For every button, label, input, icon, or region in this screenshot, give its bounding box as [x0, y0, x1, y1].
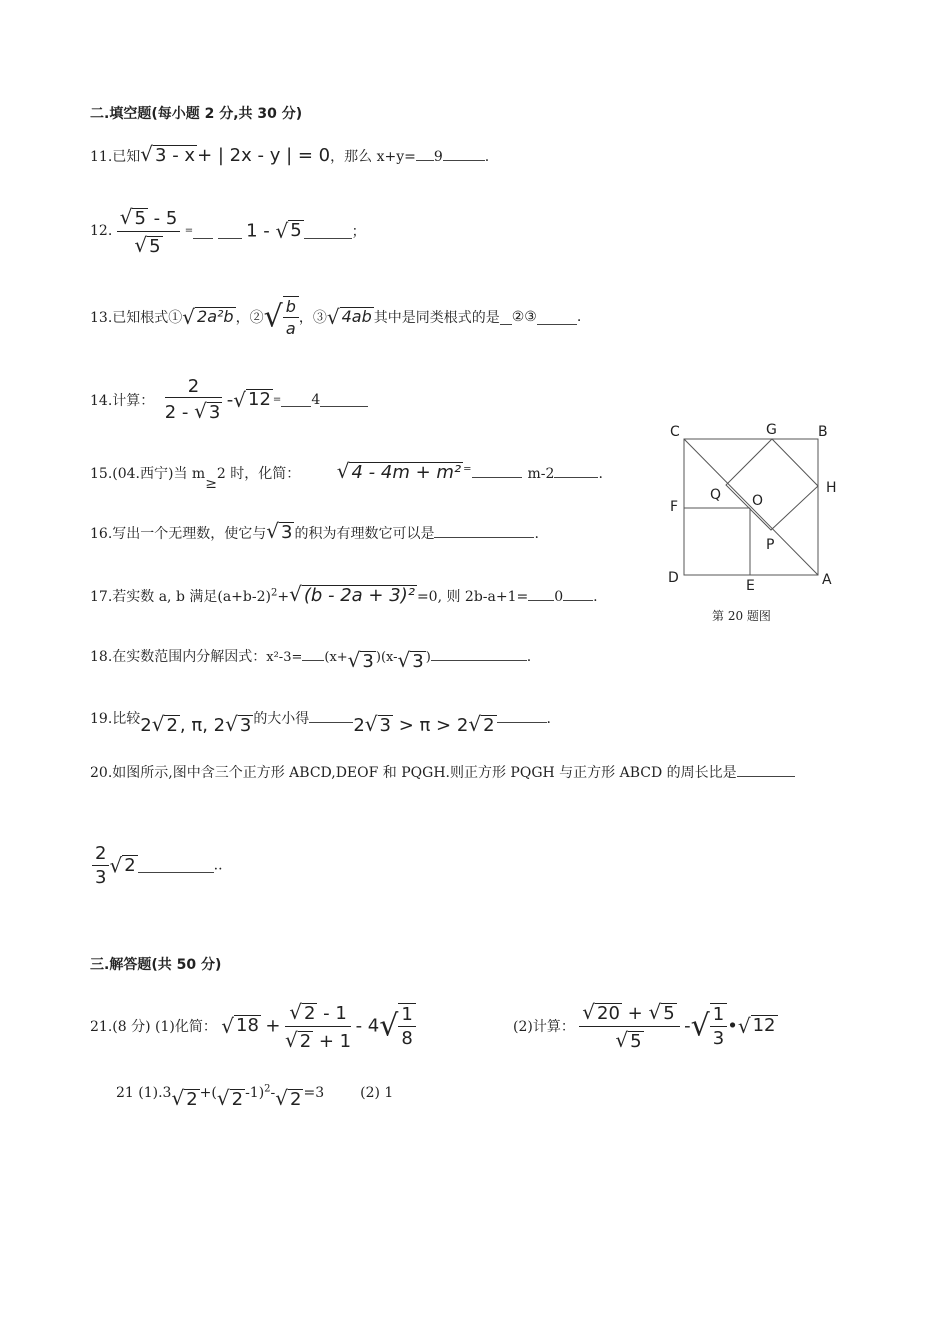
- q21-p2-radicand: 12: [752, 1015, 776, 1037]
- radical-sign: √: [171, 1086, 185, 1110]
- q15-blank-left: [472, 463, 522, 478]
- ans21-mid-2: -1): [245, 1085, 265, 1101]
- radical-sign: √: [182, 305, 196, 329]
- q15-answer: m-2: [527, 466, 555, 482]
- figure-caption: 第 20 题图: [712, 609, 771, 623]
- q13-blank-right: [537, 310, 577, 325]
- q13-sep-1: ，②: [235, 310, 264, 326]
- q21-p2-root-fraction: [710, 1003, 727, 1049]
- q18-end: .: [526, 649, 532, 665]
- radical-sign: √: [690, 1008, 710, 1044]
- q11-blank-left: [416, 146, 434, 161]
- q20-ans-den: 3: [95, 867, 107, 888]
- q21-p1-rnum: 1: [398, 1004, 415, 1027]
- q19-blank-right: [497, 708, 547, 723]
- q21-p2-fraction: $\frac{√ 20 + √ 5}{√ 5}$: [579, 1000, 679, 1052]
- q19-list-a: 2: [140, 715, 152, 736]
- q11-tail: 那么 x+y=: [344, 149, 416, 165]
- q12-answer-pre: 1 -: [246, 220, 276, 242]
- q17-blank-left: [528, 586, 554, 601]
- q19-ans-a-rad: 3: [379, 715, 391, 736]
- q21-p1-rden: 8: [401, 1028, 413, 1050]
- q18-radicand-1: 3: [362, 651, 374, 672]
- radical-sign: √: [134, 232, 148, 257]
- radical-sign: √: [109, 853, 123, 878]
- q16-end: .: [534, 526, 539, 542]
- q14-den-radicand: 3: [208, 402, 221, 423]
- q11-blank-right: [443, 146, 485, 161]
- question-17: [90, 582, 598, 607]
- q13-radicand-3: 4ab: [341, 307, 372, 327]
- q20-figure: [660, 418, 850, 628]
- q17-end: .: [593, 589, 598, 605]
- radical-sign: √: [275, 1086, 289, 1110]
- question-20: [90, 762, 795, 782]
- question-16: [90, 519, 539, 544]
- section-3-title: 三.解答题(共 50 分): [90, 957, 222, 973]
- q19-ans-a: 2: [353, 715, 365, 736]
- q12-num-radicand: 5: [134, 208, 146, 229]
- q17-plus: +: [277, 589, 290, 605]
- radical-sign: √: [289, 582, 302, 606]
- q16-radicand: 3: [281, 522, 293, 543]
- q12-fraction: [117, 205, 181, 257]
- q20-answer: [92, 843, 223, 888]
- q15-end: .: [598, 466, 603, 482]
- q18-radicand-2: 3: [412, 651, 424, 672]
- radical-sign: √: [233, 387, 247, 412]
- q14-den-pre: 2 -: [164, 402, 195, 423]
- question-14: [90, 376, 368, 424]
- q12-label: 12.: [90, 223, 113, 240]
- radical-sign: √: [275, 219, 289, 244]
- q13-r2-den: a: [285, 319, 296, 338]
- q12-answer-radicand: 5: [290, 220, 302, 242]
- radical-sign: √: [326, 305, 340, 329]
- q20-answer-fraction: [92, 843, 109, 888]
- q19-list-b-rad: 3: [239, 715, 252, 736]
- label-b: B: [818, 424, 828, 440]
- q17-blank-right: [563, 586, 593, 601]
- radical-sign: √: [397, 648, 411, 672]
- ans21-sup: 2: [264, 1083, 271, 1095]
- q21-p1-fden-rest: + 1: [313, 1030, 352, 1052]
- ans21-mid-3: -: [270, 1085, 276, 1101]
- q13-answer: ②③: [511, 309, 537, 325]
- section-2-title: 二.填空题(每小题 2 分,共 30 分): [90, 106, 303, 122]
- question-18: [90, 642, 532, 672]
- question-11: [90, 142, 489, 167]
- q14-frac-num: 2: [165, 376, 223, 398]
- question-13: [90, 296, 581, 338]
- label-o: O: [752, 493, 764, 509]
- q20-answer-blank: [138, 858, 214, 873]
- ans21-part-2: (2) 1: [360, 1085, 394, 1101]
- q15-equals: =: [463, 464, 472, 475]
- q18-blank-left: [302, 646, 324, 661]
- q11-answer: 9: [433, 149, 443, 165]
- q14-label: 14.计算：: [90, 392, 155, 409]
- q18-blank-right: [431, 646, 527, 661]
- radical-sign: √: [119, 205, 133, 229]
- question-21: [90, 1000, 416, 1052]
- q12-blank-c: [304, 224, 352, 239]
- radical-sign: √: [194, 399, 207, 423]
- q19-list: 2√ 2 , π, 2√ 3: [140, 712, 252, 736]
- label-h: H: [826, 480, 837, 496]
- q15-label: 15.(04.西宁)当 m: [90, 466, 206, 482]
- radical-sign: √: [379, 1008, 399, 1044]
- q21-p2-fnum-rad2: 5: [663, 1003, 675, 1024]
- q21-label: 21.(8 分) (1)化简：: [90, 1019, 217, 1036]
- radical-sign: √: [140, 142, 154, 166]
- q21-p2-label: (2)计算：: [513, 1019, 575, 1036]
- q13-end: .: [576, 309, 582, 325]
- ans21-pre: 21 (1).3: [116, 1085, 172, 1101]
- q15-radicand: 4 - 4m + m²: [351, 462, 462, 483]
- ans21-radicand-2: 2: [231, 1089, 244, 1110]
- q21-p2-minus: -: [684, 1015, 691, 1037]
- q13-r2-num: b: [283, 297, 299, 318]
- label-d: D: [668, 570, 679, 586]
- radical-sign: √: [266, 519, 280, 543]
- q12-num-rest: - 5: [147, 208, 178, 229]
- q20-ans-num: 2: [92, 843, 109, 866]
- q19-label: 19.比较: [90, 711, 141, 727]
- q19-blank-left: [309, 708, 353, 723]
- q17-text: =0, 则 2b-a+1=: [416, 589, 529, 605]
- q21-p1-fnum-rad: 2: [303, 1003, 316, 1024]
- label-q: Q: [710, 487, 722, 503]
- label-p: P: [766, 537, 775, 553]
- radical-sign: √: [336, 459, 350, 483]
- q13-sep-2: ，③: [298, 310, 327, 326]
- q12-blank-b: [218, 224, 242, 239]
- label-c: C: [670, 424, 680, 440]
- q21-p2-rden: 3: [712, 1028, 725, 1050]
- q17-sup: 2: [270, 587, 278, 599]
- q21-p2-dot: •: [727, 1015, 738, 1037]
- q20-answer-radicand: 2: [124, 854, 136, 876]
- question-19: [90, 704, 551, 736]
- q16-blank: [434, 523, 534, 538]
- q17-answer: 0: [554, 589, 564, 605]
- radical-sign: √: [347, 648, 361, 672]
- radical-sign: √: [216, 1086, 230, 1110]
- q12-den-radicand: 5: [149, 235, 161, 257]
- q11-end: .: [484, 149, 490, 165]
- radical-sign: √: [221, 1014, 235, 1039]
- q21-p2-fden-rad: 5: [630, 1030, 642, 1052]
- q19-end: .: [546, 711, 551, 727]
- q19-ans-mid: > π > 2: [392, 715, 469, 736]
- q21-p1-radicand: 18: [236, 1015, 259, 1037]
- q20-blank: [737, 762, 795, 777]
- question-12: [90, 205, 366, 257]
- q21-p2-fnum-plus: +: [621, 1003, 649, 1024]
- q16-label: 16.写出一个无理数，使它与: [90, 526, 267, 542]
- q18-paren-1: (x+: [324, 650, 348, 665]
- q14-blank-right: [320, 392, 368, 407]
- q12-blank-a: [193, 224, 213, 239]
- q11-radicand: 3 - x: [155, 145, 196, 166]
- q15-condition: 2 时，化简：: [216, 466, 301, 482]
- question-21-part-2: [513, 1000, 778, 1052]
- q12-equals: =: [184, 225, 194, 237]
- q19-list-a-rad: 2: [166, 715, 178, 736]
- q17-label: 17.若实数 a, b 满足(a+b-2): [90, 589, 271, 605]
- q19-answer: 2√ 3 > π > 2√ 2: [353, 712, 495, 736]
- q19-text: 的大小得: [253, 711, 310, 727]
- ans21-radicand-3: 2: [290, 1089, 302, 1110]
- q11-comma: ，: [330, 149, 345, 165]
- ans21-mid-1: +(: [199, 1085, 217, 1101]
- q14-blank-left: [281, 392, 311, 407]
- q13-radicand-2: [283, 296, 299, 338]
- q11-label: 11.已知: [90, 149, 141, 165]
- q13-label: 13.已知根式①: [90, 310, 183, 326]
- q11-expression: + | 2x - y | = 0: [197, 145, 331, 166]
- label-f: F: [670, 499, 679, 515]
- label-a: A: [822, 572, 832, 588]
- question-15: [90, 459, 603, 492]
- ans21-radicand-1: 2: [186, 1089, 198, 1110]
- q21-p1-root-fraction: [398, 1003, 415, 1049]
- ans21-eq: =3: [303, 1085, 325, 1101]
- q14-fraction: [165, 376, 223, 424]
- square-pqgh: [726, 439, 818, 530]
- q16-text: 的积为有理数它可以是: [294, 526, 435, 542]
- q21-p1-fden-rad: 2: [299, 1030, 312, 1052]
- q13-text: 其中是同类根式的是: [373, 310, 500, 326]
- q14-minus: -: [226, 389, 234, 411]
- q19-list-b: , π, 2: [179, 715, 226, 736]
- q21-p1-fnum-rest: - 1: [317, 1003, 347, 1024]
- q19-ans-b-rad: 2: [483, 715, 495, 736]
- q21-p1-plus: +: [265, 1015, 281, 1037]
- q13-radicand-1: 2a²b: [197, 307, 234, 327]
- radical-sign: √: [737, 1014, 751, 1039]
- q17-radicand: (b - 2a + 3)²: [303, 585, 415, 606]
- q20-text: 20.如图所示,图中含三个正方形 ABCD,DEOF 和 PQGH.则正方形 PQGH 与正方形 ABCD 的周长比是: [90, 765, 737, 781]
- q14-answer: 4: [311, 391, 321, 408]
- q18-paren-3: ): [425, 650, 431, 665]
- q18-label: 18.在实数范围内分解因式：: [90, 649, 267, 665]
- q21-p1-fraction: $\frac{√ 2 - 1}{√ 2 + 1}$: [284, 1000, 352, 1052]
- q18-expression: x²-3=: [266, 650, 303, 665]
- q21-p1-minus: - 4: [355, 1015, 380, 1037]
- answer-21: [116, 1078, 394, 1110]
- q15-blank-right: [554, 463, 598, 478]
- q15-condition-symbol: ≥: [205, 476, 217, 492]
- q18-paren-2: )(x-: [375, 650, 398, 665]
- radical-sign: √: [263, 299, 283, 335]
- q21-p2-rnum: 1: [710, 1004, 727, 1027]
- q21-p2-fnum-rad1: 20: [597, 1003, 620, 1024]
- label-g: G: [766, 422, 777, 438]
- q14-radicand: 12: [248, 389, 271, 410]
- label-e: E: [746, 578, 755, 594]
- q13-blank-left: [500, 310, 512, 325]
- q14-equals: =: [272, 394, 282, 406]
- q12-end: ；: [351, 224, 366, 241]
- q20-answer-end: ..: [213, 857, 223, 874]
